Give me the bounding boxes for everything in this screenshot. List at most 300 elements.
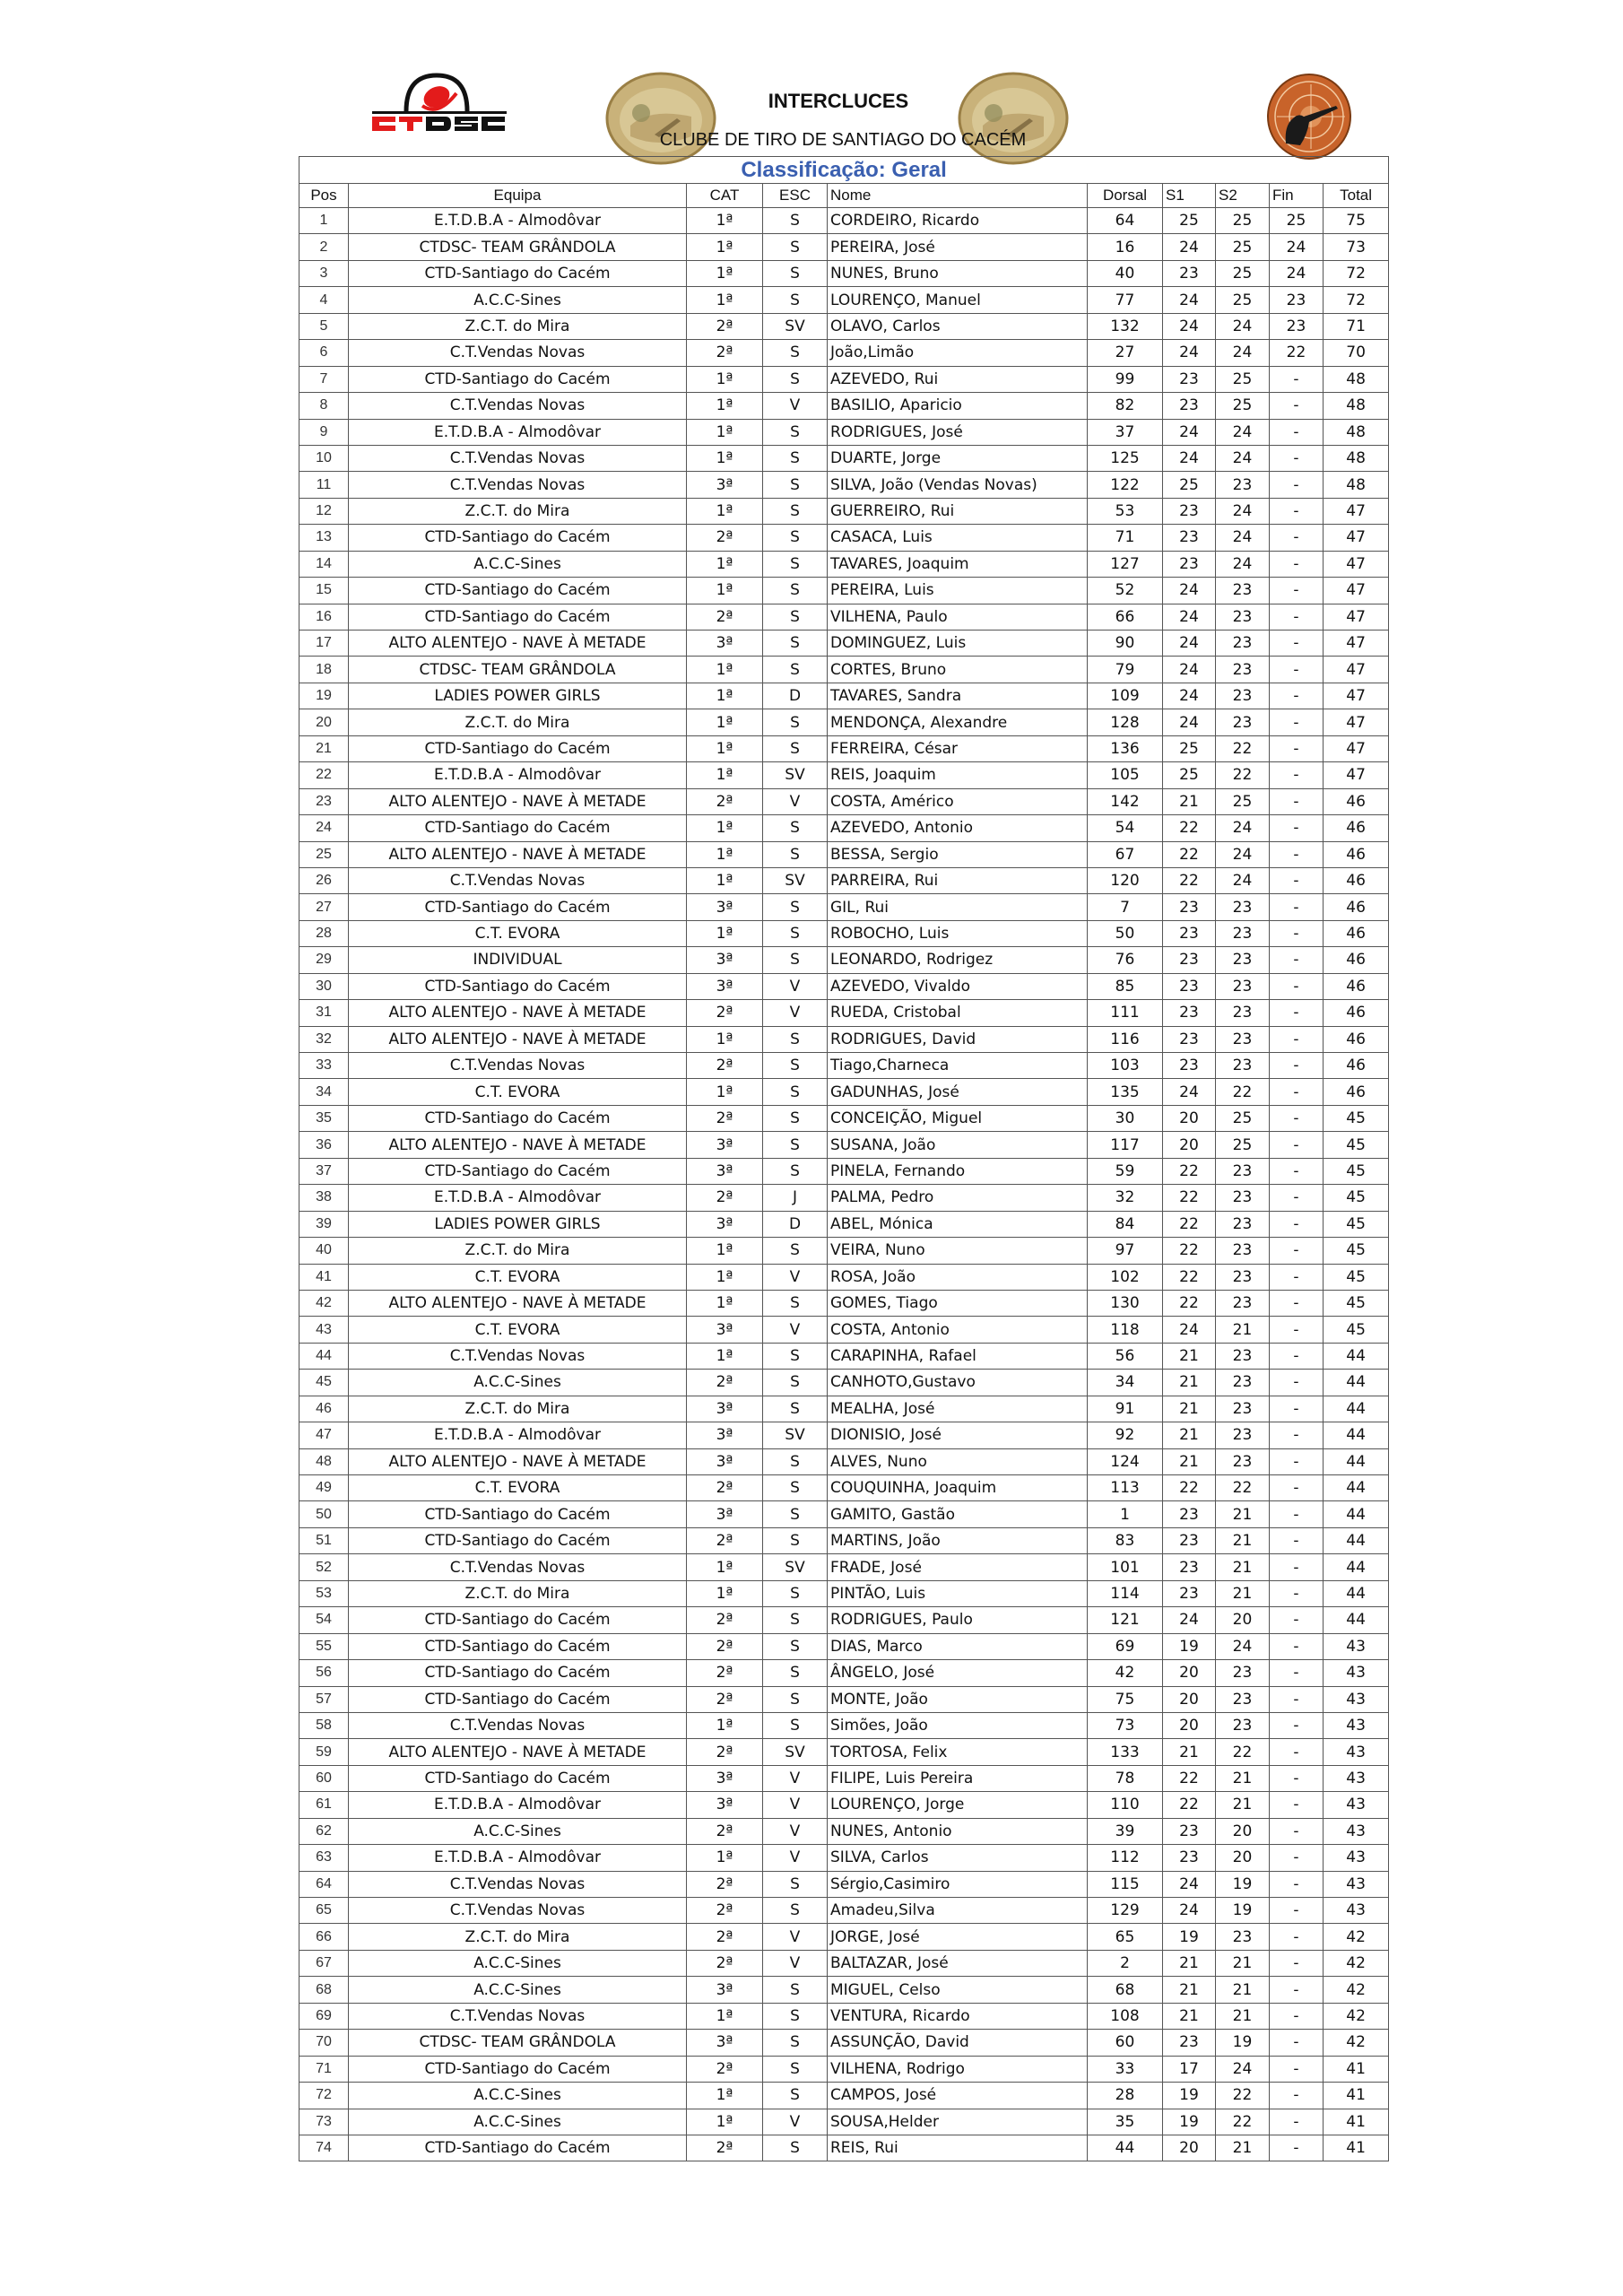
cell-nome: João,Limão xyxy=(828,340,1088,366)
cell-s2: 23 xyxy=(1216,894,1270,920)
cell-nome: RUEDA, Cristobal xyxy=(828,1000,1088,1026)
cell-pos: 69 xyxy=(299,2003,349,2029)
cell-s1: 19 xyxy=(1163,1924,1216,1950)
cell-dorsal: 59 xyxy=(1088,1158,1163,1184)
cell-nome: BALTAZAR, José xyxy=(828,1950,1088,1976)
cell-esc: S xyxy=(763,1053,828,1079)
cell-s1: 23 xyxy=(1163,894,1216,920)
cell-esc: S xyxy=(763,1660,828,1686)
cell-s1: 22 xyxy=(1163,1290,1216,1316)
table-row xyxy=(299,709,1389,735)
cell-total: 44 xyxy=(1324,1343,1389,1369)
cell-equipa: CTD-Santiago do Cacém xyxy=(349,973,687,999)
cell-esc: S xyxy=(763,1527,828,1553)
cell-fin: - xyxy=(1270,709,1324,735)
column-header-pos: Pos xyxy=(299,184,349,208)
cell-cat: 1ª xyxy=(687,709,763,735)
cell-dorsal: 79 xyxy=(1088,657,1163,683)
cell-pos: 49 xyxy=(299,1475,349,1501)
cell-total: 73 xyxy=(1324,234,1389,260)
cell-s1: 24 xyxy=(1163,578,1216,604)
cell-nome: GIL, Rui xyxy=(828,894,1088,920)
table-row xyxy=(299,234,1389,260)
cell-dorsal: 1 xyxy=(1088,1501,1163,1527)
cell-dorsal: 56 xyxy=(1088,1343,1163,1369)
cell-s1: 23 xyxy=(1163,1026,1216,1052)
cell-nome: BESSA, Sergio xyxy=(828,841,1088,867)
table-row xyxy=(299,2083,1389,2109)
cell-fin: - xyxy=(1270,631,1324,657)
cell-total: 46 xyxy=(1324,1026,1389,1052)
cell-equipa: A.C.C-Sines xyxy=(349,2109,687,2135)
cell-pos: 10 xyxy=(299,445,349,471)
cell-fin: - xyxy=(1270,2003,1324,2029)
cell-dorsal: 129 xyxy=(1088,1898,1163,1924)
table-row xyxy=(299,867,1389,893)
cell-total: 47 xyxy=(1324,631,1389,657)
cell-nome: RODRIGUES, José xyxy=(828,419,1088,445)
cell-s1: 20 xyxy=(1163,1712,1216,1738)
cell-nome: COSTA, Américo xyxy=(828,788,1088,814)
cell-esc: S xyxy=(763,525,828,551)
cell-equipa: Z.C.T. do Mira xyxy=(349,498,687,524)
cell-equipa: E.T.D.B.A - Almodôvar xyxy=(349,762,687,788)
cell-nome: DIAS, Marco xyxy=(828,1633,1088,1659)
cell-total: 42 xyxy=(1324,1924,1389,1950)
table-row xyxy=(299,393,1389,419)
cell-equipa: A.C.C-Sines xyxy=(349,1977,687,2003)
cell-esc: S xyxy=(763,1977,828,2003)
cell-total: 47 xyxy=(1324,683,1389,709)
cell-s2: 23 xyxy=(1216,472,1270,498)
table-row xyxy=(299,1607,1389,1633)
cell-fin: - xyxy=(1270,683,1324,709)
cell-fin: 23 xyxy=(1270,313,1324,339)
cell-s2: 21 xyxy=(1216,1765,1270,1791)
cell-s2: 23 xyxy=(1216,1448,1270,1474)
cell-cat: 1ª xyxy=(687,1554,763,1580)
cell-equipa: E.T.D.B.A - Almodôvar xyxy=(349,208,687,234)
cell-s2: 24 xyxy=(1216,445,1270,471)
cell-s2: 23 xyxy=(1216,709,1270,735)
cell-s1: 23 xyxy=(1163,973,1216,999)
cell-equipa: E.T.D.B.A - Almodôvar xyxy=(349,1185,687,1211)
cell-cat: 1ª xyxy=(687,815,763,841)
interclubes-alentejo-logo xyxy=(958,72,1069,165)
cell-esc: S xyxy=(763,208,828,234)
table-header-row xyxy=(299,184,1389,208)
cell-dorsal: 105 xyxy=(1088,762,1163,788)
cell-esc: S xyxy=(763,445,828,471)
cell-total: 42 xyxy=(1324,2003,1389,2029)
table-row xyxy=(299,1845,1389,1871)
cell-fin: - xyxy=(1270,1898,1324,1924)
table-row xyxy=(299,841,1389,867)
cell-cat: 1ª xyxy=(687,735,763,761)
cell-s1: 25 xyxy=(1163,472,1216,498)
cell-total: 45 xyxy=(1324,1185,1389,1211)
column-header-total: Total xyxy=(1324,184,1389,208)
cell-equipa: C.T. EVORA xyxy=(349,1079,687,1105)
cell-nome: GUERREIRO, Rui xyxy=(828,498,1088,524)
cell-pos: 55 xyxy=(299,1633,349,1659)
cell-fin: - xyxy=(1270,1422,1324,1448)
cell-pos: 46 xyxy=(299,1396,349,1422)
cell-pos: 5 xyxy=(299,313,349,339)
cell-pos: 60 xyxy=(299,1765,349,1791)
cell-fin: - xyxy=(1270,1871,1324,1897)
cell-fin: - xyxy=(1270,1950,1324,1976)
cell-s2: 23 xyxy=(1216,1370,1270,1396)
cell-cat: 3ª xyxy=(687,1448,763,1474)
cell-equipa: CTD-Santiago do Cacém xyxy=(349,366,687,392)
cell-equipa: Z.C.T. do Mira xyxy=(349,1238,687,1264)
cell-nome: ÂNGELO, José xyxy=(828,1660,1088,1686)
table-row xyxy=(299,1422,1389,1448)
cell-equipa: C.T.Vendas Novas xyxy=(349,867,687,893)
cell-dorsal: 108 xyxy=(1088,2003,1163,2029)
cell-s2: 23 xyxy=(1216,920,1270,946)
cell-nome: DIONISIO, José xyxy=(828,1422,1088,1448)
cell-nome: ASSUNÇÃO, David xyxy=(828,2030,1088,2056)
cell-equipa: E.T.D.B.A - Almodôvar xyxy=(349,1792,687,1818)
cell-s2: 22 xyxy=(1216,1739,1270,1765)
cell-pos: 53 xyxy=(299,1580,349,1606)
cell-total: 43 xyxy=(1324,1686,1389,1712)
cell-s2: 23 xyxy=(1216,1158,1270,1184)
cell-cat: 1ª xyxy=(687,208,763,234)
cell-s2: 23 xyxy=(1216,1924,1270,1950)
column-header-s2: S2 xyxy=(1216,184,1270,208)
cell-equipa: CTD-Santiago do Cacém xyxy=(349,894,687,920)
cell-s2: 23 xyxy=(1216,1264,1270,1290)
cell-esc: D xyxy=(763,1211,828,1237)
cell-s1: 23 xyxy=(1163,1053,1216,1079)
cell-dorsal: 99 xyxy=(1088,366,1163,392)
cell-pos: 72 xyxy=(299,2083,349,2109)
cell-s1: 21 xyxy=(1163,1396,1216,1422)
cell-dorsal: 69 xyxy=(1088,1633,1163,1659)
cell-s2: 23 xyxy=(1216,1000,1270,1026)
cell-equipa: CTD-Santiago do Cacém xyxy=(349,1607,687,1633)
cell-total: 48 xyxy=(1324,472,1389,498)
cell-esc: S xyxy=(763,1898,828,1924)
cell-pos: 39 xyxy=(299,1211,349,1237)
cell-pos: 9 xyxy=(299,419,349,445)
cell-cat: 3ª xyxy=(687,631,763,657)
cell-esc: S xyxy=(763,287,828,313)
cell-s2: 19 xyxy=(1216,1898,1270,1924)
cell-equipa: CTD-Santiago do Cacém xyxy=(349,1765,687,1791)
cell-equipa: ALTO ALENTEJO - NAVE À METADE xyxy=(349,1026,687,1052)
table-row xyxy=(299,973,1389,999)
cell-total: 45 xyxy=(1324,1317,1389,1343)
cell-nome: CORDEIRO, Ricardo xyxy=(828,208,1088,234)
table-row xyxy=(299,1105,1389,1131)
cell-s1: 21 xyxy=(1163,1950,1216,1976)
cell-dorsal: 117 xyxy=(1088,1132,1163,1158)
cell-cat: 1ª xyxy=(687,1343,763,1369)
cell-pos: 8 xyxy=(299,393,349,419)
cell-cat: 3ª xyxy=(687,1158,763,1184)
cell-fin: - xyxy=(1270,1211,1324,1237)
table-row xyxy=(299,551,1389,577)
cell-pos: 37 xyxy=(299,1158,349,1184)
cell-dorsal: 44 xyxy=(1088,2135,1163,2161)
cell-fin: - xyxy=(1270,815,1324,841)
cell-esc: S xyxy=(763,1475,828,1501)
table-row xyxy=(299,2135,1389,2161)
cell-esc: SV xyxy=(763,313,828,339)
cell-nome: DOMINGUEZ, Luis xyxy=(828,631,1088,657)
cell-nome: SUSANA, João xyxy=(828,1132,1088,1158)
cell-cat: 3ª xyxy=(687,472,763,498)
cell-fin: - xyxy=(1270,762,1324,788)
cell-s1: 21 xyxy=(1163,788,1216,814)
cell-fin: - xyxy=(1270,551,1324,577)
cell-s2: 21 xyxy=(1216,2003,1270,2029)
cell-fin: - xyxy=(1270,1053,1324,1079)
cell-total: 44 xyxy=(1324,1554,1389,1580)
cell-nome: NUNES, Bruno xyxy=(828,260,1088,286)
cell-nome: RODRIGUES, David xyxy=(828,1026,1088,1052)
cell-fin: - xyxy=(1270,1977,1324,2003)
cell-esc: S xyxy=(763,260,828,286)
interclubes-alentejo-logo xyxy=(605,72,716,165)
cell-equipa: Z.C.T. do Mira xyxy=(349,313,687,339)
cell-s2: 22 xyxy=(1216,735,1270,761)
cell-dorsal: 111 xyxy=(1088,1000,1163,1026)
table-row xyxy=(299,498,1389,524)
cell-cat: 3ª xyxy=(687,2030,763,2056)
cell-esc: S xyxy=(763,1871,828,1897)
cell-s1: 23 xyxy=(1163,366,1216,392)
cell-s1: 24 xyxy=(1163,419,1216,445)
cell-dorsal: 113 xyxy=(1088,1475,1163,1501)
cell-esc: S xyxy=(763,735,828,761)
table-row xyxy=(299,260,1389,286)
cell-pos: 54 xyxy=(299,1607,349,1633)
cell-esc: S xyxy=(763,1026,828,1052)
cell-esc: S xyxy=(763,1105,828,1131)
cell-fin: 25 xyxy=(1270,208,1324,234)
cell-dorsal: 33 xyxy=(1088,2056,1163,2082)
cell-pos: 14 xyxy=(299,551,349,577)
cell-fin: - xyxy=(1270,1185,1324,1211)
cell-cat: 1ª xyxy=(687,841,763,867)
cell-dorsal: 84 xyxy=(1088,1211,1163,1237)
cell-nome: GOMES, Tiago xyxy=(828,1290,1088,1316)
cell-s1: 23 xyxy=(1163,498,1216,524)
cell-equipa: C.T. EVORA xyxy=(349,1475,687,1501)
cell-total: 47 xyxy=(1324,525,1389,551)
cell-total: 45 xyxy=(1324,1105,1389,1131)
cell-esc: S xyxy=(763,2083,828,2109)
cell-s2: 25 xyxy=(1216,393,1270,419)
cell-dorsal: 122 xyxy=(1088,472,1163,498)
cell-s1: 21 xyxy=(1163,1448,1216,1474)
cell-cat: 2ª xyxy=(687,525,763,551)
cell-fin: - xyxy=(1270,1845,1324,1871)
cell-total: 46 xyxy=(1324,1000,1389,1026)
cell-dorsal: 120 xyxy=(1088,867,1163,893)
cell-nome: FERREIRA, César xyxy=(828,735,1088,761)
results-table xyxy=(299,156,1389,2161)
cell-cat: 2ª xyxy=(687,1475,763,1501)
cell-equipa: CTD-Santiago do Cacém xyxy=(349,1527,687,1553)
cell-cat: 1ª xyxy=(687,657,763,683)
cell-nome: AZEVEDO, Vivaldo xyxy=(828,973,1088,999)
cell-equipa: C.T. EVORA xyxy=(349,1264,687,1290)
cell-dorsal: 110 xyxy=(1088,1792,1163,1818)
cell-s1: 24 xyxy=(1163,1871,1216,1897)
cell-cat: 3ª xyxy=(687,1792,763,1818)
cell-dorsal: 71 xyxy=(1088,525,1163,551)
cell-esc: V xyxy=(763,973,828,999)
table-row xyxy=(299,1475,1389,1501)
cell-equipa: C.T.Vendas Novas xyxy=(349,472,687,498)
cell-s2: 25 xyxy=(1216,260,1270,286)
cell-pos: 67 xyxy=(299,1950,349,1976)
cell-dorsal: 109 xyxy=(1088,683,1163,709)
cell-cat: 1ª xyxy=(687,1026,763,1052)
cell-s1: 23 xyxy=(1163,525,1216,551)
cell-total: 46 xyxy=(1324,1079,1389,1105)
cell-cat: 2ª xyxy=(687,1950,763,1976)
cell-s2: 21 xyxy=(1216,1950,1270,1976)
cell-fin: - xyxy=(1270,2109,1324,2135)
cell-s1: 24 xyxy=(1163,234,1216,260)
cell-equipa: CTD-Santiago do Cacém xyxy=(349,2056,687,2082)
cell-s2: 24 xyxy=(1216,419,1270,445)
cell-cat: 2ª xyxy=(687,1871,763,1897)
cell-pos: 4 xyxy=(299,287,349,313)
cell-pos: 52 xyxy=(299,1554,349,1580)
cell-fin: - xyxy=(1270,1607,1324,1633)
cell-equipa: INDIVIDUAL xyxy=(349,947,687,973)
cell-fin: - xyxy=(1270,2135,1324,2161)
table-row xyxy=(299,762,1389,788)
cell-nome: PALMA, Pedro xyxy=(828,1185,1088,1211)
cell-esc: V xyxy=(763,1000,828,1026)
cell-equipa: CTDSC- TEAM GRÂNDOLA xyxy=(349,2030,687,2056)
cell-s2: 23 xyxy=(1216,973,1270,999)
cell-dorsal: 114 xyxy=(1088,1580,1163,1606)
cell-equipa: Z.C.T. do Mira xyxy=(349,1396,687,1422)
cell-cat: 1ª xyxy=(687,445,763,471)
cell-s2: 22 xyxy=(1216,762,1270,788)
cell-cat: 2ª xyxy=(687,1818,763,1844)
cell-s1: 22 xyxy=(1163,1238,1216,1264)
cell-s2: 20 xyxy=(1216,1845,1270,1871)
cell-esc: S xyxy=(763,894,828,920)
cell-equipa: CTD-Santiago do Cacém xyxy=(349,1633,687,1659)
cell-nome: JORGE, José xyxy=(828,1924,1088,1950)
cell-nome: FILIPE, Luis Pereira xyxy=(828,1765,1088,1791)
cell-pos: 36 xyxy=(299,1132,349,1158)
cell-equipa: CTD-Santiago do Cacém xyxy=(349,578,687,604)
cell-s2: 23 xyxy=(1216,683,1270,709)
cell-esc: V xyxy=(763,1792,828,1818)
cell-s1: 19 xyxy=(1163,1633,1216,1659)
cell-fin: - xyxy=(1270,1686,1324,1712)
cell-cat: 1ª xyxy=(687,287,763,313)
cell-s1: 23 xyxy=(1163,920,1216,946)
cell-cat: 3ª xyxy=(687,1396,763,1422)
cell-total: 46 xyxy=(1324,920,1389,946)
cell-cat: 2ª xyxy=(687,1000,763,1026)
cell-esc: V xyxy=(763,1818,828,1844)
cell-total: 48 xyxy=(1324,445,1389,471)
cell-equipa: C.T.Vendas Novas xyxy=(349,1053,687,1079)
cell-equipa: E.T.D.B.A - Almodôvar xyxy=(349,1422,687,1448)
cell-cat: 1ª xyxy=(687,762,763,788)
table-row xyxy=(299,788,1389,814)
cell-fin: - xyxy=(1270,1739,1324,1765)
cell-dorsal: 103 xyxy=(1088,1053,1163,1079)
cell-s1: 24 xyxy=(1163,1079,1216,1105)
cell-s1: 20 xyxy=(1163,1686,1216,1712)
table-row xyxy=(299,1554,1389,1580)
cell-pos: 21 xyxy=(299,735,349,761)
cell-pos: 48 xyxy=(299,1448,349,1474)
cell-nome: AZEVEDO, Rui xyxy=(828,366,1088,392)
cell-s1: 22 xyxy=(1163,815,1216,841)
cell-s1: 24 xyxy=(1163,631,1216,657)
table-row xyxy=(299,313,1389,339)
cell-nome: GAMITO, Gastão xyxy=(828,1501,1088,1527)
cell-dorsal: 50 xyxy=(1088,920,1163,946)
cell-pos: 11 xyxy=(299,472,349,498)
cell-cat: 3ª xyxy=(687,1422,763,1448)
cell-fin: - xyxy=(1270,2056,1324,2082)
ctdsc-logo xyxy=(363,70,511,135)
cell-pos: 16 xyxy=(299,604,349,630)
cell-dorsal: 16 xyxy=(1088,234,1163,260)
cell-esc: S xyxy=(763,2135,828,2161)
cell-esc: S xyxy=(763,472,828,498)
cell-equipa: E.T.D.B.A - Almodôvar xyxy=(349,1845,687,1871)
cell-dorsal: 27 xyxy=(1088,340,1163,366)
cell-dorsal: 127 xyxy=(1088,551,1163,577)
cell-nome: FRADE, José xyxy=(828,1554,1088,1580)
cell-nome: RODRIGUES, Paulo xyxy=(828,1607,1088,1633)
cell-pos: 28 xyxy=(299,920,349,946)
cell-fin: - xyxy=(1270,2030,1324,2056)
cell-total: 43 xyxy=(1324,1739,1389,1765)
cell-total: 46 xyxy=(1324,788,1389,814)
cell-nome: ROSA, João xyxy=(828,1264,1088,1290)
cell-pos: 50 xyxy=(299,1501,349,1527)
cell-total: 48 xyxy=(1324,419,1389,445)
column-header-nome: Nome xyxy=(828,184,1088,208)
cell-cat: 1ª xyxy=(687,260,763,286)
cell-s1: 24 xyxy=(1163,445,1216,471)
cell-dorsal: 53 xyxy=(1088,498,1163,524)
table-row xyxy=(299,1185,1389,1211)
cell-total: 43 xyxy=(1324,1871,1389,1897)
cell-dorsal: 68 xyxy=(1088,1977,1163,2003)
cell-total: 75 xyxy=(1324,208,1389,234)
cell-nome: PINTÃO, Luis xyxy=(828,1580,1088,1606)
cell-fin: - xyxy=(1270,947,1324,973)
cell-s1: 17 xyxy=(1163,2056,1216,2082)
cell-equipa: LADIES POWER GIRLS xyxy=(349,1211,687,1237)
cell-nome: NUNES, Antonio xyxy=(828,1818,1088,1844)
cell-s2: 25 xyxy=(1216,1105,1270,1131)
cell-pos: 24 xyxy=(299,815,349,841)
cell-nome: OLAVO, Carlos xyxy=(828,313,1088,339)
